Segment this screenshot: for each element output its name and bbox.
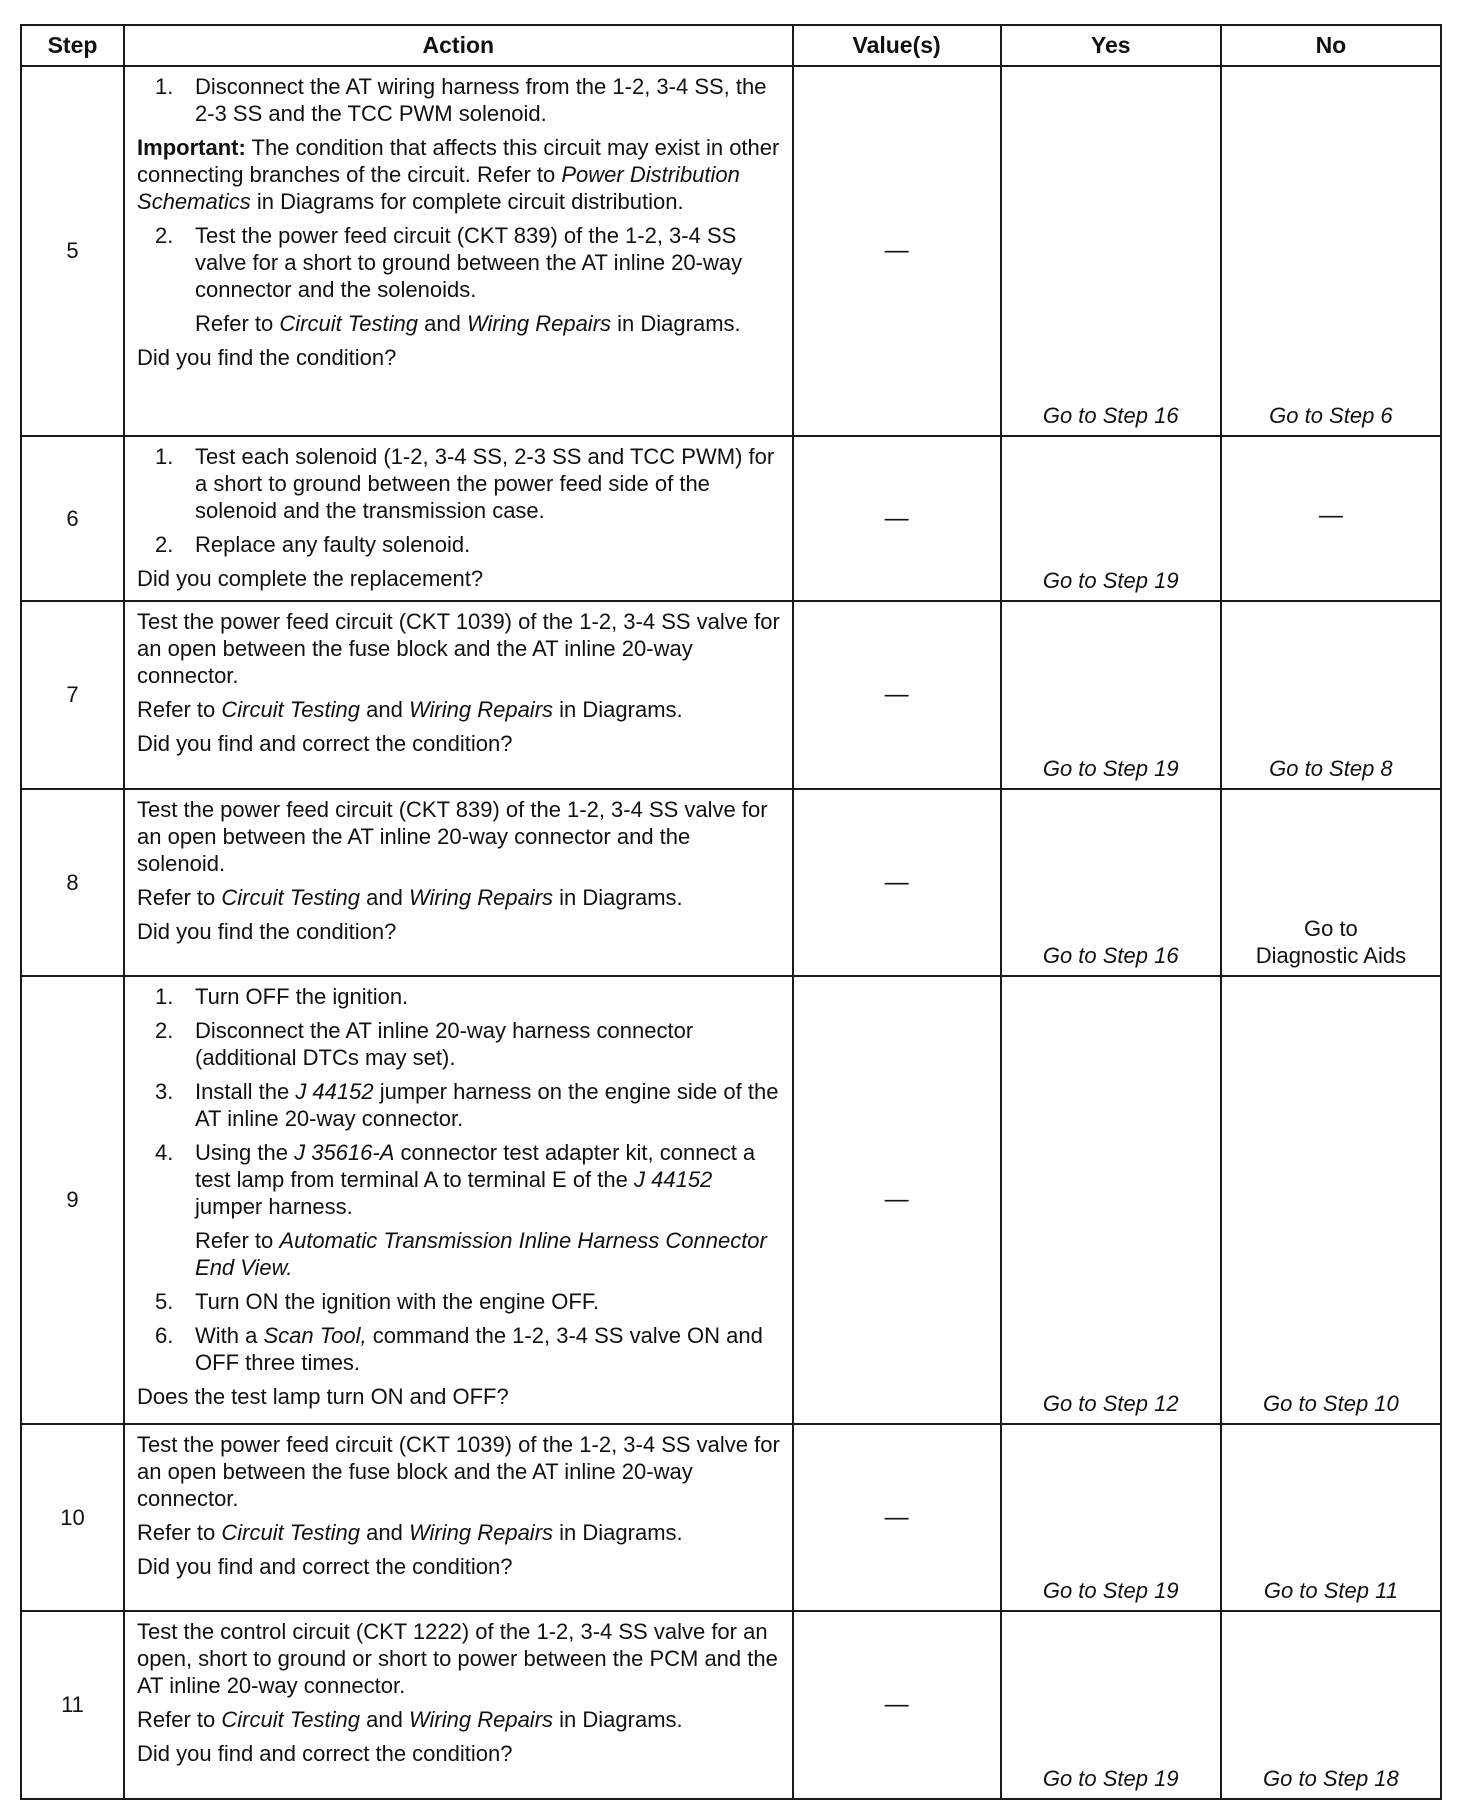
important-note: Important: The condition that affects this circuit may exist in other connecting branches of the circuit. Refer to Power Distribution Schematics in Diagrams for complete circuit distribution. — [137, 135, 780, 214]
yes-cell: Go to Step 19 — [1001, 601, 1221, 789]
step-number: 7 — [21, 601, 124, 789]
action-cell — [124, 436, 793, 601]
question: Did you complete the replacement? — [137, 566, 484, 591]
yes-cell: Go to Step 16 — [1001, 66, 1221, 436]
header-yes: Yes — [1001, 25, 1221, 66]
action-item: 2. Replace any faulty solenoid. — [155, 532, 471, 557]
action-list — [137, 73, 784, 127]
action-item: 5. Turn ON the ignition with the engine OFF. — [155, 1289, 599, 1314]
reference-note: Refer to Circuit Testing and Wiring Repairs in Diagrams. — [137, 1520, 683, 1545]
action-item: 2. Test the power feed circuit (CKT 839) of the 1-2, 3-4 SS valve for a short to ground between the AT inline 20-way connector and the solenoids. — [155, 223, 743, 302]
question: Did you find and correct the condition? — [137, 1741, 513, 1766]
header-step: Step — [21, 25, 124, 66]
action-list — [137, 443, 784, 558]
action-cell — [124, 789, 793, 976]
table-row — [21, 1611, 1441, 1799]
table-row — [21, 1424, 1441, 1611]
action-item: 4. Using the J 35616-A connector test adapter kit, connect a test lamp from terminal A to terminal E of the J 44152 jumper harness. — [155, 1140, 756, 1219]
action-cell — [124, 1611, 793, 1799]
action-cell — [124, 601, 793, 789]
no-cell: Go to Diagnostic Aids — [1221, 789, 1441, 976]
header-values: Value(s) — [793, 25, 1001, 66]
yes-cell: Go to Step 19 — [1001, 436, 1221, 601]
reference-note: Refer to Circuit Testing and Wiring Repairs in Diagrams. — [137, 885, 683, 910]
header-action: Action — [124, 25, 793, 66]
reference-note: Refer to Circuit Testing and Wiring Repairs in Diagrams. — [195, 311, 741, 336]
value-cell: — — [793, 1424, 1001, 1611]
action-cell — [124, 976, 793, 1424]
question: Did you find the condition? — [137, 919, 397, 944]
value-cell: — — [793, 976, 1001, 1424]
action-list — [137, 1288, 784, 1376]
yes-cell: Go to Step 12 — [1001, 976, 1221, 1424]
no-cell: Go to Step 11 — [1221, 1424, 1441, 1611]
question: Did you find the condition? — [137, 345, 397, 370]
action-item: 1. Test each solenoid (1-2, 3-4 SS, 2-3 SS and TCC PWM) for a short to ground between the power feed side of the solenoid and the transmission case. — [155, 444, 775, 523]
step-number: 6 — [21, 436, 124, 601]
table-row — [21, 436, 1441, 601]
action-text: Test the control circuit (CKT 1222) of the 1-2, 3-4 SS valve for an open, short to ground or short to power between the PCM and the AT inline 20-way connector. — [137, 1619, 778, 1698]
diagnostic-table — [20, 24, 1442, 1800]
value-cell: — — [793, 66, 1001, 436]
no-cell: Go to Step 8 — [1221, 601, 1441, 789]
yes-cell: Go to Step 16 — [1001, 789, 1221, 976]
table-row — [21, 976, 1441, 1424]
header-row — [21, 25, 1441, 66]
no-cell: Go to Step 18 — [1221, 1611, 1441, 1799]
action-cell — [124, 66, 793, 436]
action-text: Test the power feed circuit (CKT 1039) of the 1-2, 3-4 SS valve for an open between the fuse block and the AT inline 20-way connector. — [137, 1432, 780, 1511]
action-item: 2. Disconnect the AT inline 20-way harness connector (additional DTCs may set). — [155, 1018, 694, 1070]
yes-cell: Go to Step 19 — [1001, 1611, 1221, 1799]
step-number: 5 — [21, 66, 124, 436]
step-number: 9 — [21, 976, 124, 1424]
table-row — [21, 789, 1441, 976]
yes-cell: Go to Step 19 — [1001, 1424, 1221, 1611]
reference-note: Refer to Automatic Transmission Inline Harness Connector End View. — [195, 1228, 767, 1280]
action-item: 6. With a Scan Tool, command the 1-2, 3-4 SS valve ON and OFF three times. — [155, 1323, 763, 1375]
header-no: No — [1221, 25, 1441, 66]
action-text: Test the power feed circuit (CKT 1039) of the 1-2, 3-4 SS valve for an open between the fuse block and the AT inline 20-way connector. — [137, 609, 780, 688]
action-item: 3. Install the J 44152 jumper harness on the engine side of the AT inline 20-way connector. — [155, 1079, 779, 1131]
step-number: 10 — [21, 1424, 124, 1611]
action-list — [137, 983, 784, 1220]
table-row — [21, 66, 1441, 436]
action-item: 1. Turn OFF the ignition. — [155, 984, 409, 1009]
question: Did you find and correct the condition? — [137, 731, 513, 756]
question: Did you find and correct the condition? — [137, 1554, 513, 1579]
action-list — [137, 222, 784, 303]
question: Does the test lamp turn ON and OFF? — [137, 1384, 509, 1409]
action-cell — [124, 1424, 793, 1611]
no-cell: — — [1221, 436, 1441, 601]
no-cell: Go to Step 10 — [1221, 976, 1441, 1424]
action-text: Test the power feed circuit (CKT 839) of the 1-2, 3-4 SS valve for an open between the AT inline 20-way connector and the solenoid. — [137, 797, 768, 876]
value-cell: — — [793, 436, 1001, 601]
step-number: 8 — [21, 789, 124, 976]
value-cell: — — [793, 1611, 1001, 1799]
value-cell: — — [793, 601, 1001, 789]
table-row — [21, 601, 1441, 789]
action-item: 1. Disconnect the AT wiring harness from the 1-2, 3-4 SS, the 2-3 SS and the TCC PWM solenoid. — [155, 74, 767, 126]
value-cell: — — [793, 789, 1001, 976]
no-cell: Go to Step 6 — [1221, 66, 1441, 436]
reference-note: Refer to Circuit Testing and Wiring Repairs in Diagrams. — [137, 697, 683, 722]
step-number: 11 — [21, 1611, 124, 1799]
reference-note: Refer to Circuit Testing and Wiring Repairs in Diagrams. — [137, 1707, 683, 1732]
